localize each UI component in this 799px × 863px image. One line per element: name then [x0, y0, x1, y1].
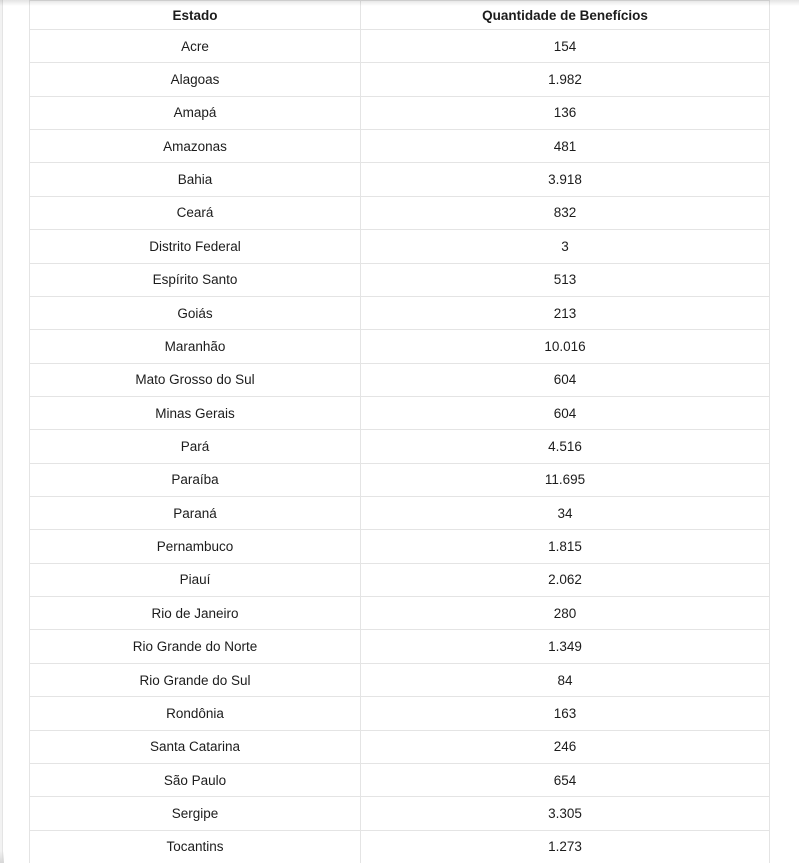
estado-cell: Maranhão	[30, 330, 361, 363]
estado-cell: Ceará	[30, 196, 361, 229]
table-row	[30, 330, 770, 363]
table-row	[30, 396, 770, 429]
quantidade-cell: 3	[361, 230, 770, 263]
table-row	[30, 96, 770, 129]
table-row	[30, 497, 770, 530]
quantidade-cell: 1.349	[361, 630, 770, 663]
estado-cell: Sergipe	[30, 797, 361, 830]
table-row	[30, 230, 770, 263]
estado-cell: Tocantins	[30, 830, 361, 863]
header-row	[30, 1, 770, 30]
estado-cell: Rio de Janeiro	[30, 597, 361, 630]
benefits-table	[29, 0, 770, 863]
estado-cell: Rio Grande do Sul	[30, 663, 361, 696]
quantidade-cell: 1.982	[361, 63, 770, 96]
page-left-edge-shadow	[0, 851, 4, 863]
benefits-table-body	[30, 30, 770, 863]
table-row	[30, 430, 770, 463]
quantidade-cell: 1.815	[361, 530, 770, 563]
table-row	[30, 130, 770, 163]
estado-cell: Minas Gerais	[30, 396, 361, 429]
estado-cell: São Paulo	[30, 763, 361, 796]
quantidade-cell: 34	[361, 497, 770, 530]
column-header-quantidade: Quantidade de Benefícios	[361, 1, 770, 30]
quantidade-cell: 513	[361, 263, 770, 296]
estado-cell: Santa Catarina	[30, 730, 361, 763]
quantidade-cell: 10.016	[361, 330, 770, 363]
table-row	[30, 563, 770, 596]
quantidade-cell: 213	[361, 296, 770, 329]
table-row	[30, 463, 770, 496]
table-row	[30, 597, 770, 630]
estado-cell: Pernambuco	[30, 530, 361, 563]
table-row	[30, 763, 770, 796]
quantidade-cell: 246	[361, 730, 770, 763]
table-row	[30, 363, 770, 396]
estado-cell: Espírito Santo	[30, 263, 361, 296]
table-row	[30, 663, 770, 696]
estado-cell: Piauí	[30, 563, 361, 596]
estado-cell: Rio Grande do Norte	[30, 630, 361, 663]
estado-cell: Paraná	[30, 497, 361, 530]
quantidade-cell: 163	[361, 697, 770, 730]
table-row	[30, 163, 770, 196]
table-row	[30, 196, 770, 229]
table-row	[30, 797, 770, 830]
table-row	[30, 530, 770, 563]
table-row	[30, 830, 770, 863]
quantidade-cell: 4.516	[361, 430, 770, 463]
estado-cell: Alagoas	[30, 63, 361, 96]
table-row	[30, 630, 770, 663]
benefits-table-header	[30, 1, 770, 30]
estado-cell: Paraíba	[30, 463, 361, 496]
estado-cell: Distrito Federal	[30, 230, 361, 263]
quantidade-cell: 11.695	[361, 463, 770, 496]
quantidade-cell: 3.918	[361, 163, 770, 196]
quantidade-cell: 280	[361, 597, 770, 630]
quantidade-cell: 654	[361, 763, 770, 796]
table-row	[30, 697, 770, 730]
estado-cell: Mato Grosso do Sul	[30, 363, 361, 396]
estado-cell: Bahia	[30, 163, 361, 196]
quantidade-cell: 84	[361, 663, 770, 696]
estado-cell: Goiás	[30, 296, 361, 329]
column-header-estado: Estado	[30, 1, 361, 30]
table-row	[30, 263, 770, 296]
quantidade-cell: 2.062	[361, 563, 770, 596]
table-row	[30, 30, 770, 63]
quantidade-cell: 832	[361, 196, 770, 229]
quantidade-cell: 3.305	[361, 797, 770, 830]
estado-cell: Amapá	[30, 96, 361, 129]
table-row	[30, 296, 770, 329]
estado-cell: Acre	[30, 30, 361, 63]
quantidade-cell: 1.273	[361, 830, 770, 863]
page-left-edge	[0, 0, 3, 863]
estado-cell: Rondônia	[30, 697, 361, 730]
quantidade-cell: 154	[361, 30, 770, 63]
table-row	[30, 730, 770, 763]
quantidade-cell: 604	[361, 363, 770, 396]
quantidade-cell: 481	[361, 130, 770, 163]
estado-cell: Amazonas	[30, 130, 361, 163]
estado-cell: Pará	[30, 430, 361, 463]
table-row	[30, 63, 770, 96]
quantidade-cell: 136	[361, 96, 770, 129]
quantidade-cell: 604	[361, 396, 770, 429]
